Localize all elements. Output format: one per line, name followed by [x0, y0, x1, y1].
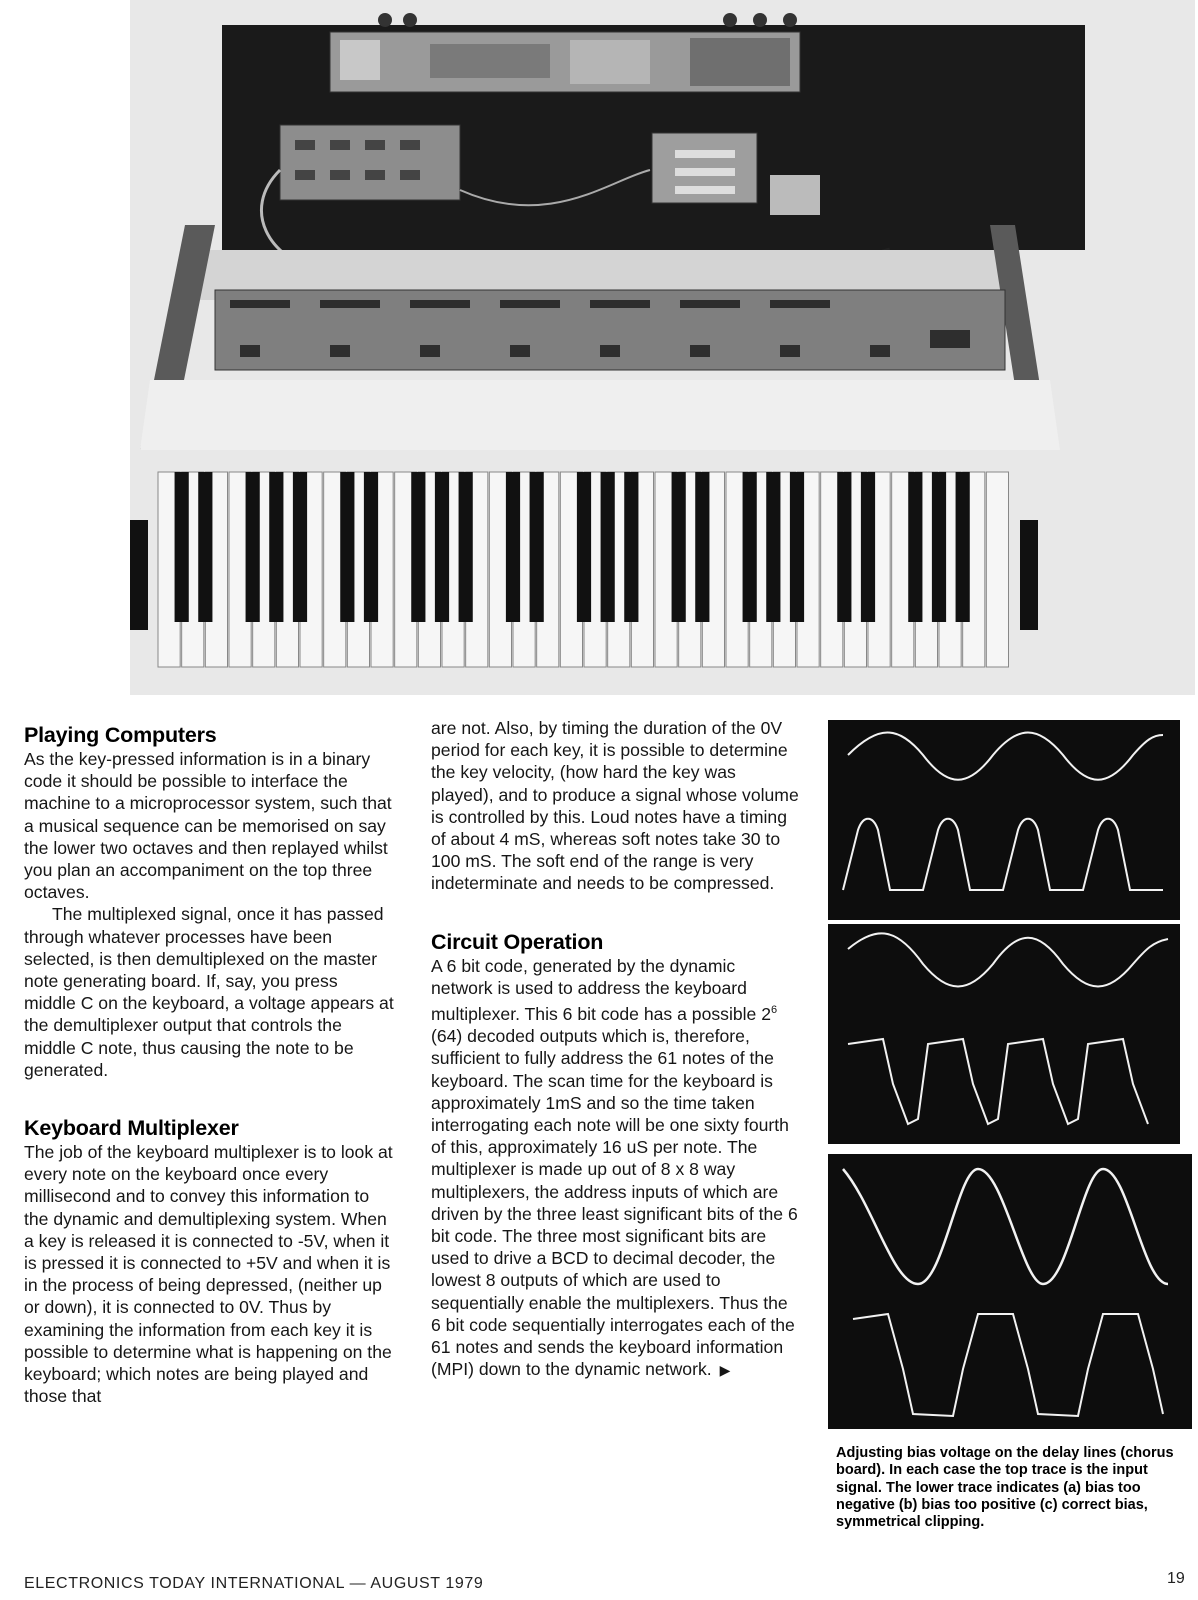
paragraph-part: A 6 bit code, generated by the dynamic network is used to address the keyboard multiplexer. This 6 bit code has a possible 2	[431, 955, 772, 1024]
black-key	[837, 472, 851, 622]
black-key	[530, 472, 544, 622]
oscilloscope-figures	[828, 720, 1192, 1429]
black-key	[340, 472, 354, 622]
heading-playing-computers: Playing Computers	[24, 723, 217, 747]
text-column-2	[431, 717, 801, 1381]
black-key	[861, 472, 875, 622]
black-key	[743, 472, 757, 622]
paragraph-circuit-operation	[431, 955, 801, 1382]
black-key	[364, 472, 378, 622]
black-key	[293, 472, 307, 622]
black-key	[577, 472, 591, 622]
continue-arrow-icon: ▶	[719, 1362, 731, 1379]
text-column-1	[24, 722, 394, 1407]
scope-trace-a	[828, 720, 1180, 920]
black-key	[601, 472, 615, 622]
black-key	[198, 472, 212, 622]
black-key	[624, 472, 638, 622]
scope-trace-b	[828, 924, 1180, 1144]
heading-circuit-operation: Circuit Operation	[431, 929, 604, 954]
black-key	[506, 472, 520, 622]
footer-publication: ELECTRONICS TODAY INTERNATIONAL — AUGUST 1979	[24, 1575, 484, 1592]
white-key	[986, 472, 1008, 667]
black-key	[695, 472, 709, 622]
black-key	[908, 472, 922, 622]
black-key	[411, 472, 425, 622]
page-number: 19	[1167, 1570, 1185, 1587]
paragraph: The multiplexed signal, once it has passed through whatever processes have been selected, is then demultiplexed on the master note generating board. If, say, you press middle C on the keyboard, a voltage appears at the demultiplexer output that controls the middle C note, thus causing the note to be generated.	[24, 904, 394, 1080]
superscript: 6	[771, 1004, 778, 1017]
paragraph: As the key-pressed information is in a binary code it should be possible to interface the machine to a microprocessor system, such that a musical sequence can be memorised on say the lower two octaves and then replayed whilst you plan an accompaniment on the top three octaves.	[24, 749, 392, 903]
black-key	[269, 472, 283, 622]
black-key	[459, 472, 473, 622]
black-key	[766, 472, 780, 622]
figure-caption: Adjusting bias voltage on the delay lines (chorus board). In each case the top trace is the input signal. The lower trace indicates (a) bias too negative (b) bias too positive (c) correct bias, symmetrical clipping.	[836, 1445, 1174, 1531]
black-key	[956, 472, 970, 622]
left-circuit-board	[280, 125, 460, 200]
black-key	[246, 472, 260, 622]
scope-trace-c	[828, 1154, 1192, 1429]
black-key	[932, 472, 946, 622]
black-key	[790, 472, 804, 622]
paragraph: The job of the keyboard multiplexer is to look at every note on the keyboard once every millisecond and to convey this information to the dynamic and demultiplexing system. When a key is released it is connected to -5V, when it is pressed it is connected to +5V and when it is in the process of being depressed, (neither up or down), it is connected to 0V. Thus by examining the information from each key it is possible to determine what is happening on the keyboard; which notes are being played and those that	[24, 1142, 393, 1407]
heading-keyboard-multiplexer: Keyboard Multiplexer	[24, 1116, 239, 1141]
synthesizer-photo	[130, 0, 1195, 695]
paragraph-part: (64) decoded outputs which is, therefore, sufficient to fully address the 61 notes of the keyboard. The scan time for the keyboard is approximately 1mS and so the time taken interrogating each note will be one sixty fourth of this, approximately 16 uS per note. The multiplexer is made up out of 8 x 8 way multiplexers, the address inputs of which are driven by the three least significant bits of the 6 bit code. The three most significant bits are used to drive a BCD to decimal decoder, the lowest 8 outputs of which are used to sequentially enable the multiplexers. Thus the 6 bit code sequentially interrogates each of the 61 notes and sends the keyboard information (MPI) down to the dynamic network.	[431, 1026, 798, 1380]
black-key	[435, 472, 449, 622]
black-key	[672, 472, 686, 622]
paragraph: are not. Also, by timing the duration of the 0V period for each key, it is possible to determine the key velocity, (how hard the key was played), and to produce a signal whose volume is controlled by this. Loud notes have a timing of about 4 mS, whereas soft notes take 30 to 100 mS. The soft end of the range is very indeterminate and needs to be compressed.	[431, 718, 799, 894]
black-key	[175, 472, 189, 622]
